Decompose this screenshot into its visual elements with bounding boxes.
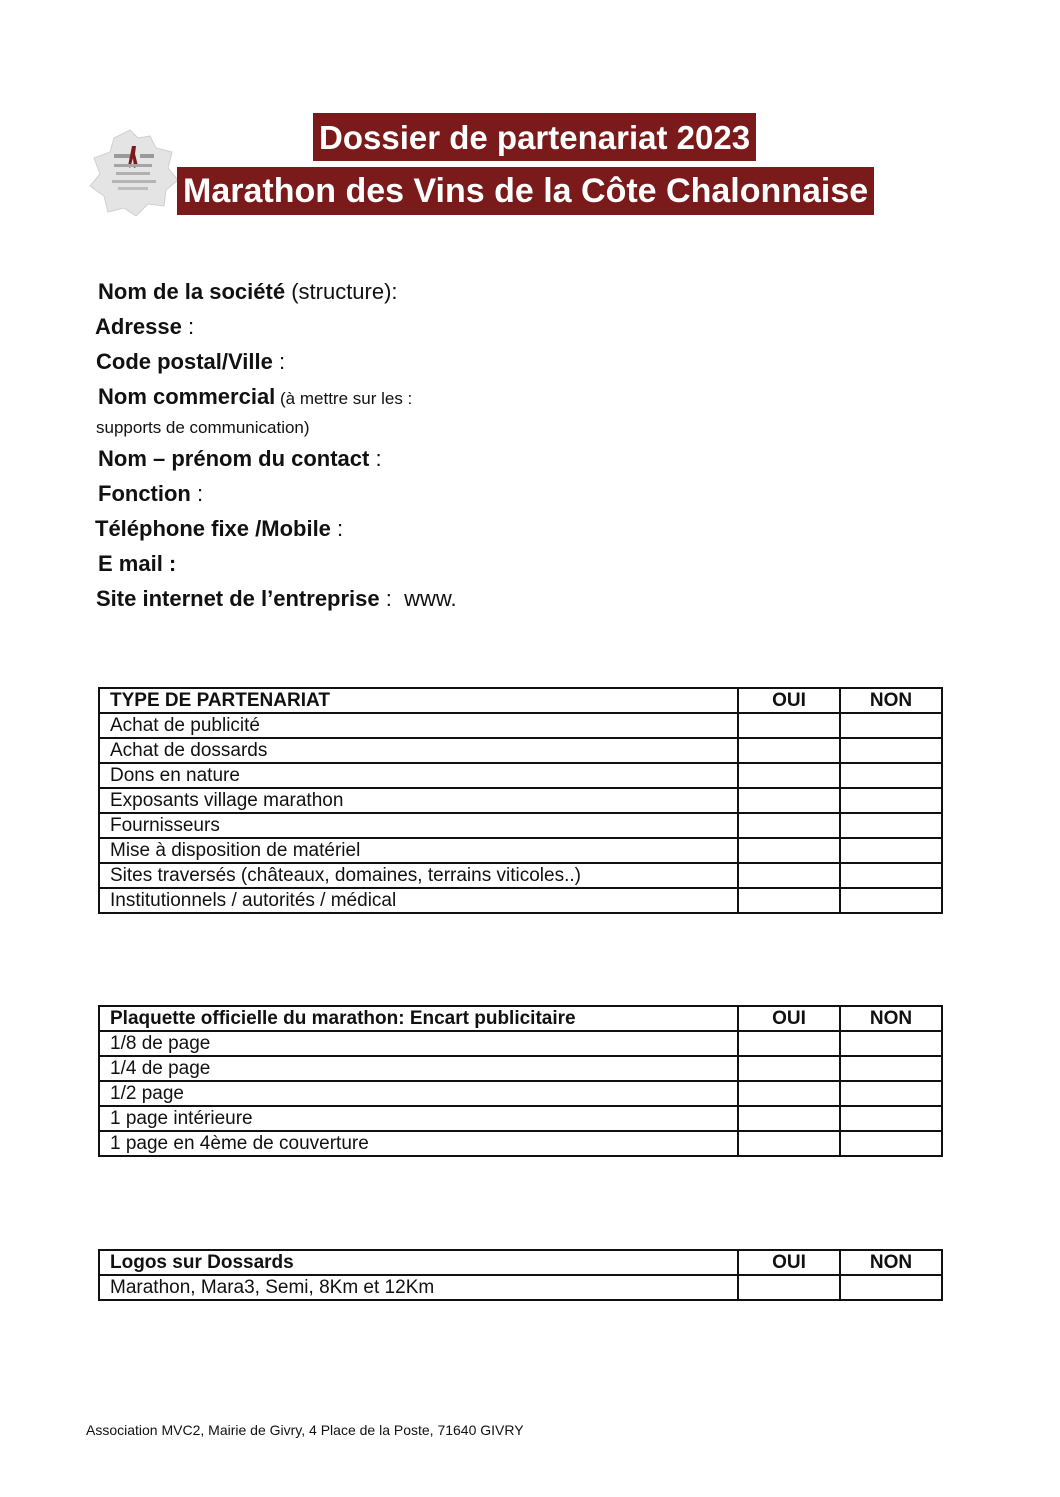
checkbox-oui[interactable] xyxy=(738,788,840,813)
table-header-label: TYPE DE PARTENARIAT xyxy=(99,688,738,713)
title-event: Marathon des Vins de la Côte Chalonnaise xyxy=(177,167,874,215)
checkbox-oui[interactable] xyxy=(738,1081,840,1106)
table-row xyxy=(99,763,942,788)
table-row xyxy=(99,738,942,763)
table-header-row xyxy=(99,1250,942,1275)
footer-address: Association MVC2, Mairie de Givry, 4 Place de la Poste, 71640 GIVRY xyxy=(86,1422,524,1438)
table-row xyxy=(99,838,942,863)
field-adresse-label: Adresse xyxy=(95,314,182,339)
table-row xyxy=(99,813,942,838)
row-label: Mise à disposition de matériel xyxy=(99,838,738,863)
field-site-internet-sep: : xyxy=(379,586,405,611)
checkbox-non[interactable] xyxy=(840,1106,942,1131)
checkbox-non[interactable] xyxy=(840,863,942,888)
table-row xyxy=(99,1081,942,1106)
table-header-label: Plaquette officielle du marathon: Encart publicitaire xyxy=(99,1006,738,1031)
row-label: Marathon, Mara3, Semi, 8Km et 12Km xyxy=(99,1275,738,1300)
checkbox-oui[interactable] xyxy=(738,1131,840,1156)
field-code-postal-sep: : xyxy=(272,349,286,374)
table-row xyxy=(99,788,942,813)
table-header-non: NON xyxy=(840,1250,942,1275)
table-row xyxy=(99,863,942,888)
table-header-non: NON xyxy=(840,688,942,713)
table-header-non: NON xyxy=(840,1006,942,1031)
checkbox-non[interactable] xyxy=(840,738,942,763)
field-contact-sep: : xyxy=(369,446,382,471)
field-societe-note: (structure): xyxy=(285,279,398,304)
table-header-oui: OUI xyxy=(738,1006,840,1031)
checkbox-oui[interactable] xyxy=(738,1275,840,1300)
field-nom-commercial-note2: supports de communication) xyxy=(96,418,310,437)
field-fonction-sep: : xyxy=(190,481,204,506)
checkbox-non[interactable] xyxy=(840,1056,942,1081)
checkbox-non[interactable] xyxy=(840,763,942,788)
field-email xyxy=(98,551,176,577)
checkbox-non[interactable] xyxy=(840,838,942,863)
field-telephone-sep: : xyxy=(330,516,344,541)
checkbox-non[interactable] xyxy=(840,888,942,913)
field-email-label: E mail : xyxy=(98,551,177,576)
field-site-internet-label: Site internet de l’entreprise xyxy=(96,586,380,611)
checkbox-non[interactable] xyxy=(840,788,942,813)
checkbox-oui[interactable] xyxy=(738,813,840,838)
field-site-internet-value: www. xyxy=(404,586,457,611)
row-label: 1 page en 4ème de couverture xyxy=(99,1131,738,1156)
row-label: Achat de publicité xyxy=(99,713,738,738)
field-code-postal xyxy=(96,349,285,375)
table-row xyxy=(99,1131,942,1156)
checkbox-oui[interactable] xyxy=(738,1031,840,1056)
table-row xyxy=(99,888,942,913)
field-nom-commercial xyxy=(98,384,412,410)
row-label: Sites traversés (châteaux, domaines, terrains viticoles..) xyxy=(99,863,738,888)
field-fonction-label: Fonction xyxy=(98,481,191,506)
field-adresse-sep: : xyxy=(181,314,195,339)
field-telephone-label: Téléphone fixe /Mobile xyxy=(95,516,331,541)
encart-publicitaire-table xyxy=(98,1005,943,1157)
checkbox-oui[interactable] xyxy=(738,1106,840,1131)
checkbox-oui[interactable] xyxy=(738,1056,840,1081)
table-row xyxy=(99,1106,942,1131)
partenariat-type-table xyxy=(98,687,943,914)
row-label: Achat de dossards xyxy=(99,738,738,763)
checkbox-oui[interactable] xyxy=(738,763,840,788)
checkbox-non[interactable] xyxy=(840,1275,942,1300)
table-row xyxy=(99,1056,942,1081)
row-label: Fournisseurs xyxy=(99,813,738,838)
checkbox-non[interactable] xyxy=(840,713,942,738)
table-header-row xyxy=(99,688,942,713)
field-societe xyxy=(98,279,398,305)
table-row xyxy=(99,1275,942,1300)
field-contact xyxy=(98,446,382,472)
field-nom-commercial-note: (à mettre sur les : xyxy=(275,389,413,408)
checkbox-non[interactable] xyxy=(840,1131,942,1156)
row-label: Institutionnels / autorités / médical xyxy=(99,888,738,913)
row-label: Dons en nature xyxy=(99,763,738,788)
table-header-label: Logos sur Dossards xyxy=(99,1250,738,1275)
table-header-oui: OUI xyxy=(738,688,840,713)
field-contact-label: Nom – prénom du contact xyxy=(98,446,370,471)
checkbox-non[interactable] xyxy=(840,1031,942,1056)
field-site-internet xyxy=(96,586,457,612)
field-code-postal-label: Code postal/Ville xyxy=(96,349,273,374)
checkbox-non[interactable] xyxy=(840,813,942,838)
field-fonction xyxy=(98,481,203,507)
field-telephone xyxy=(95,516,343,542)
field-societe-label: Nom de la société xyxy=(98,279,286,304)
field-adresse xyxy=(95,314,194,340)
title-year: Dossier de partenariat 2023 xyxy=(313,113,756,161)
checkbox-non[interactable] xyxy=(840,1081,942,1106)
checkbox-oui[interactable] xyxy=(738,713,840,738)
row-label: 1/2 page xyxy=(99,1081,738,1106)
checkbox-oui[interactable] xyxy=(738,738,840,763)
field-nom-commercial-label: Nom commercial xyxy=(98,384,276,409)
row-label: 1/4 de page xyxy=(99,1056,738,1081)
row-label: Exposants village marathon xyxy=(99,788,738,813)
table-header-row xyxy=(99,1006,942,1031)
row-label: 1/8 de page xyxy=(99,1031,738,1056)
marathon-logo-graphic xyxy=(86,124,182,220)
table-header-oui: OUI xyxy=(738,1250,840,1275)
logos-dossards-table xyxy=(98,1249,943,1301)
table-row xyxy=(99,713,942,738)
checkbox-oui[interactable] xyxy=(738,888,840,913)
row-label: 1 page intérieure xyxy=(99,1106,738,1131)
checkbox-oui[interactable] xyxy=(738,863,840,888)
checkbox-oui[interactable] xyxy=(738,838,840,863)
marathon-logo xyxy=(86,124,182,220)
table-row xyxy=(99,1031,942,1056)
